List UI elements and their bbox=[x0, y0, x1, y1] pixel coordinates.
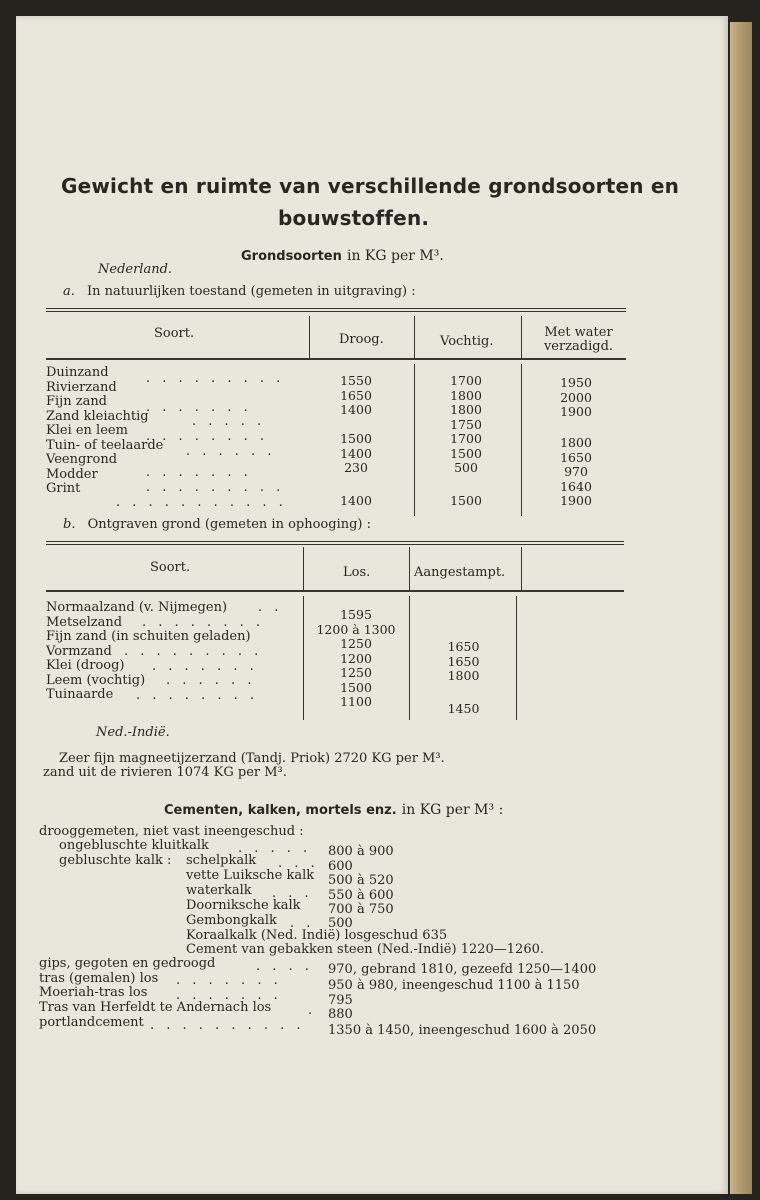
leader-dots: . . . . . . . . . bbox=[146, 371, 285, 386]
leader-dots: . . . bbox=[272, 886, 313, 901]
leader-dots: . . . bbox=[278, 856, 319, 871]
col-header-soort: Soort. bbox=[154, 326, 195, 341]
cell: 1550 bbox=[340, 373, 372, 388]
cell: 970 bbox=[564, 464, 588, 479]
col-droog bbox=[321, 374, 391, 509]
cell: 1250 bbox=[340, 665, 372, 680]
leader-dots: . . . . . . . . bbox=[142, 615, 264, 630]
subsection-a bbox=[63, 284, 416, 299]
book-page bbox=[16, 16, 728, 1194]
row-name: Tuin- of teelaarde bbox=[46, 437, 164, 453]
row-name: Normaalzand (v. Nijmegen) bbox=[46, 600, 228, 615]
col-header-verzadigd: Met water verzadigd. bbox=[543, 325, 614, 354]
row-name: Duinzand bbox=[46, 365, 109, 380]
cell: 1700 bbox=[450, 431, 482, 446]
cell: 1400 bbox=[340, 402, 372, 417]
cell: 1900 bbox=[560, 493, 592, 508]
cell bbox=[426, 626, 501, 641]
list-label: waterkalk bbox=[186, 883, 252, 898]
leader-dots: . . bbox=[258, 600, 283, 615]
leader-dots: . . . . . . bbox=[186, 444, 276, 459]
list-value: 500 à 520 bbox=[328, 873, 394, 888]
cell bbox=[431, 476, 501, 491]
leader-dots: . . . . . . . . . bbox=[124, 644, 263, 659]
list-label: gips, gegoten en gedroogd bbox=[39, 956, 216, 971]
leader-dots: . . . . . . . . bbox=[146, 429, 268, 444]
list-value: 1350 à 1450, ineengeschud 1600 à 2050 bbox=[328, 1023, 597, 1038]
cell: 1450 bbox=[447, 701, 480, 716]
list-value: 800 à 900 bbox=[328, 844, 394, 859]
col-header-vochtig: Vochtig. bbox=[440, 334, 494, 349]
cell bbox=[321, 418, 391, 433]
row-name: Fijn zand bbox=[46, 394, 108, 409]
leader-dots: . . . . . . . . . bbox=[146, 480, 285, 495]
list-label: gebluschte kalk : bbox=[59, 853, 172, 868]
cell: 1650 bbox=[447, 639, 480, 654]
col-vochtig bbox=[431, 374, 501, 509]
list-value: 950 à 980, ineengeschud 1100 à 1150 bbox=[328, 978, 580, 993]
section-heading-cementen bbox=[164, 799, 503, 818]
cell: 1800 bbox=[450, 402, 482, 417]
list-value: 700 à 750 bbox=[328, 902, 394, 917]
col-verzadigd bbox=[541, 376, 611, 509]
cell: 1250 bbox=[340, 636, 372, 651]
heading-bold: Cementen, kalken, mortels enz. bbox=[164, 803, 397, 818]
col-header-droog: Droog. bbox=[339, 332, 384, 347]
section-heading-grondsoorten bbox=[241, 245, 444, 264]
page-title-line2: bouwstoffen. bbox=[278, 206, 430, 230]
col-los bbox=[306, 608, 406, 710]
heading-bold: Grondsoorten bbox=[241, 249, 342, 264]
book-page-edge bbox=[730, 22, 752, 1194]
cell: 1800 bbox=[560, 435, 592, 450]
leader-dots: . . . . . bbox=[192, 414, 266, 429]
cell: 1100 bbox=[340, 694, 372, 709]
cell: 1800 bbox=[447, 668, 480, 683]
leader-dots: . . . . . . bbox=[166, 673, 256, 688]
subsection-b bbox=[63, 517, 371, 532]
row-name: Zand kleiachtig bbox=[46, 408, 149, 424]
leader-dots: . . . . . . . . . . bbox=[150, 1018, 305, 1033]
row-name: Metselzand bbox=[46, 614, 123, 630]
list-line: Cement van gebakken steen (Ned.-Indië) 1220—1260. bbox=[186, 942, 544, 957]
cell: 1595 bbox=[340, 607, 372, 622]
row-name: Klei (droog) bbox=[46, 658, 125, 673]
leader-dots: . . . . . . . bbox=[176, 973, 282, 988]
cell: 1640 bbox=[560, 478, 592, 494]
cell: 1650 bbox=[560, 449, 592, 465]
leader-dots: . bbox=[308, 1003, 317, 1018]
row-name: Vormzand bbox=[46, 643, 112, 659]
col-aangestampt bbox=[426, 611, 501, 717]
cell: 500 bbox=[454, 460, 478, 475]
list-value: 500 bbox=[328, 916, 353, 931]
list-value: 600 bbox=[328, 859, 353, 874]
row-name: Rivierzand bbox=[46, 379, 117, 395]
row-name: Modder bbox=[46, 466, 98, 482]
leader-dots: . . . . . . . bbox=[146, 400, 252, 415]
cell: 1500 bbox=[450, 493, 482, 508]
col-header-los: Los. bbox=[343, 565, 371, 580]
row-name: Leem (vochtig) bbox=[46, 672, 146, 688]
row-name: Tuinaarde bbox=[46, 687, 114, 702]
leader-dots: . . . . bbox=[256, 959, 313, 974]
list-label: schelpkalk bbox=[186, 853, 257, 868]
label-b: b. bbox=[63, 517, 76, 532]
leader-dots: . . . . . . . bbox=[152, 659, 258, 674]
cell: 1500 bbox=[340, 431, 372, 446]
heading-rest: in KG per M³ : bbox=[401, 802, 504, 818]
cell bbox=[321, 476, 391, 491]
col-header-soort-b: Soort. bbox=[150, 560, 191, 575]
region-nederland: Nederland. bbox=[98, 262, 173, 277]
cell: 1500 bbox=[340, 679, 372, 695]
list-value: 880 bbox=[328, 1007, 353, 1022]
list-label: Doorniksche kalk bbox=[186, 898, 301, 913]
heading-rest: in KG per M³. bbox=[346, 248, 444, 264]
list-label: tras (gemalen) los bbox=[39, 971, 159, 986]
list-intro: drooggemeten, niet vast ineengeschud : bbox=[39, 824, 304, 839]
cell: 1950 bbox=[560, 375, 592, 390]
leader-dots: . . . . . . . bbox=[146, 465, 252, 480]
label-a: a. bbox=[63, 284, 75, 299]
cell: 1400 bbox=[340, 445, 372, 461]
cell: 1900 bbox=[560, 404, 592, 419]
region-ned-indie: Ned.-Indië. bbox=[96, 725, 170, 740]
cell bbox=[426, 611, 501, 626]
row-name: Klei en leem bbox=[46, 423, 128, 438]
list-value: 550 à 600 bbox=[328, 888, 394, 903]
leader-dots: . . . . . . . . . . . bbox=[116, 495, 287, 510]
list-value: 795 bbox=[328, 993, 353, 1008]
leader-dots: . . . . . . . . bbox=[136, 688, 258, 703]
row-name: Grint bbox=[46, 481, 81, 496]
cell: 1500 bbox=[450, 445, 482, 461]
indie-line-2: zand uit de rivieren 1074 KG per M³. bbox=[43, 765, 287, 780]
row-name: Veengrond bbox=[46, 452, 118, 467]
cell bbox=[541, 420, 611, 435]
list-label: Tras van Herfeldt te Andernach los bbox=[39, 1000, 272, 1015]
list-label: vette Luiksche kalk bbox=[186, 868, 315, 883]
cell: 1200 bbox=[340, 650, 372, 666]
cell: 2000 bbox=[560, 389, 592, 405]
page-title-line1: Gewicht en ruimte van verschillende grondsoorten en bbox=[61, 174, 680, 198]
cell: 230 bbox=[344, 460, 368, 475]
leader-dots: . . bbox=[290, 916, 315, 931]
cell: 1400 bbox=[340, 493, 372, 508]
indie-line-1: Zeer fijn magneetijzerzand (Tandj. Priok) 2720 KG per M³. bbox=[59, 751, 445, 766]
list-label: portlandcement bbox=[39, 1015, 144, 1030]
cell: 1750 bbox=[450, 416, 482, 432]
cell: 1200 à 1300 bbox=[316, 621, 396, 637]
cell: 1800 bbox=[450, 387, 482, 403]
text-b: Ontgraven grond (gemeten in ophooging) : bbox=[87, 517, 372, 532]
list-line: Koraalkalk (Ned. Indië) losgeschud 635 bbox=[186, 928, 448, 943]
list-label: Moeriah-tras los bbox=[39, 985, 148, 1000]
cell: 1700 bbox=[450, 373, 482, 388]
list-label: Gembongkalk bbox=[186, 913, 277, 928]
list-label: ongebluschte kluitkalk bbox=[59, 838, 209, 853]
text-a: In natuurlijken toestand (gemeten in uitgraving) : bbox=[87, 284, 416, 299]
cell: 1650 bbox=[340, 387, 372, 403]
cell bbox=[426, 684, 501, 699]
cell: 1650 bbox=[447, 653, 480, 669]
leader-dots: . . . . . . . bbox=[176, 988, 282, 1003]
row-name: Fijn zand (in schuiten geladen) bbox=[46, 629, 251, 644]
leader-dots: . . . . . bbox=[238, 841, 312, 856]
list-value: 970, gebrand 1810, gezeefd 1250—1400 bbox=[328, 962, 597, 977]
col-header-aangestampt: Aangestampt. bbox=[414, 565, 506, 580]
